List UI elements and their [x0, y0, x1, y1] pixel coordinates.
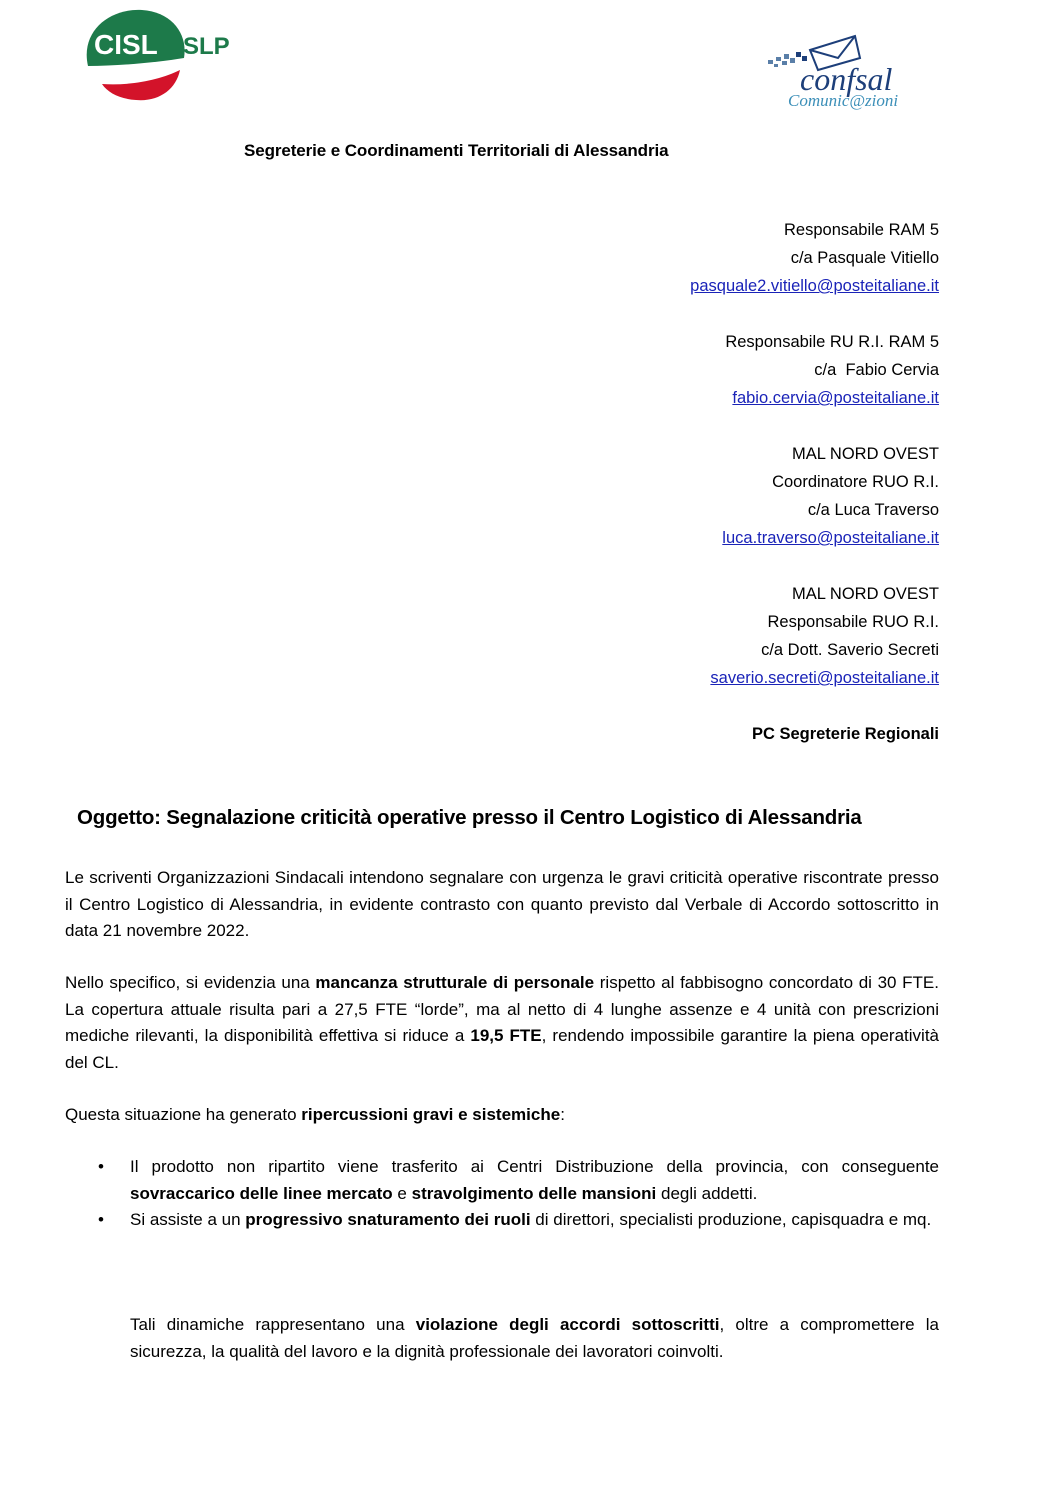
recipient-role: Responsabile RUO R.I.	[767, 613, 939, 631]
svg-text:confsal: confsal	[800, 61, 893, 97]
recipient-role: Responsabile RU R.I. RAM 5	[725, 333, 939, 351]
emphasis: ripercussioni gravi e sistemiche	[301, 1105, 561, 1124]
emphasis: 19,5 FTE	[470, 1026, 542, 1045]
emphasis: mancanza strutturale di personale	[315, 973, 595, 992]
recipient-name: c/a Fabio Cervia	[814, 361, 939, 379]
recipients-list	[690, 216, 939, 748]
recipient-email-link[interactable]: pasquale2.vitiello@posteitaliane.it	[690, 277, 939, 295]
recipient-email-link[interactable]: luca.traverso@posteitaliane.it	[722, 529, 939, 547]
list-item: • Si assiste a un progressivo snaturamento dei ruoli di direttori, specialisti produzione, capisquadra e mq.	[65, 1207, 939, 1234]
paragraph-consequences: Questa situazione ha generato ripercussioni gravi e sistemiche:	[65, 1105, 565, 1124]
header-title: Segreterie e Coordinamenti Territoriali di Alessandria	[244, 141, 669, 160]
recipient-org: MAL NORD OVEST	[792, 445, 939, 463]
recipient-role: Coordinatore RUO R.I.	[772, 473, 939, 491]
bullet-icon: •	[98, 1157, 104, 1176]
subject-heading: Oggetto: Segnalazione criticità operative presso il Centro Logistico di Alessandria	[77, 806, 862, 829]
bullet-icon: •	[98, 1210, 104, 1229]
recipient-name: c/a Pasquale Vitiello	[790, 249, 939, 267]
recipient-role: Responsabile RAM 5	[784, 221, 939, 239]
recipient-email-link[interactable]: saverio.secreti@posteitaliane.it	[710, 669, 939, 687]
emphasis: violazione degli accordi sottoscritti	[415, 1315, 720, 1334]
paragraph-staffing: Nello specifico, si evidenzia una mancanza strutturale di personale rispetto al fabbisogno concordato di 30 FTE. La copertura attuale risulta pari a 27,5 FTE “lorde”, ma al netto di 4 lunghe assenze e 4 unità con prescrizioni mediche rilevanti, la disponibilità effettiva si riduce a 19,5 FTE, rendendo impossibile garantire la piena operatività del CL.	[65, 973, 940, 1072]
recipient-email-link[interactable]: fabio.cervia@posteitaliane.it	[732, 389, 939, 407]
confsal-comunicazioni-logo	[760, 30, 920, 114]
bullet-list	[65, 1154, 939, 1234]
recipient-4	[690, 580, 939, 692]
paragraph-intro: Le scriventi Organizzazioni Sindacali intendono segnalare con urgenza le gravi criticità operative riscontrate presso il Centro Logistico di Alessandria, in evidente contrasto con quanto previsto dal Verbale di Accordo sottoscritto in data 21 novembre 2022.	[65, 868, 939, 940]
recipient-name: c/a Dott. Saverio Secreti	[761, 641, 939, 659]
recipient-1	[690, 216, 939, 300]
svg-text:SLP: SLP	[183, 33, 230, 60]
cisl-slp-logo	[80, 6, 240, 104]
svg-text:CISL: CISL	[94, 29, 158, 60]
cc-line: PC Segreterie Regionali	[751, 725, 939, 743]
paragraph-violation: Tali dinamiche rappresentano una violazione degli accordi sottoscritti, oltre a compromettere la sicurezza, la qualità del lavoro e la dignità professionale dei lavoratori coinvolti.	[130, 1315, 939, 1361]
recipient-org: MAL NORD OVEST	[792, 585, 939, 603]
recipient-name: c/a Luca Traverso	[807, 501, 939, 519]
list-item: • Il prodotto non ripartito viene trasferito ai Centri Distribuzione della provincia, con conseguente sovraccarico delle linee mercato e stravolgimento delle mansioni degli addetti.	[65, 1154, 939, 1207]
recipient-2	[690, 328, 939, 412]
recipient-3	[690, 440, 939, 552]
svg-text:Comunic@zioni: Comunic@zioni	[788, 91, 899, 110]
